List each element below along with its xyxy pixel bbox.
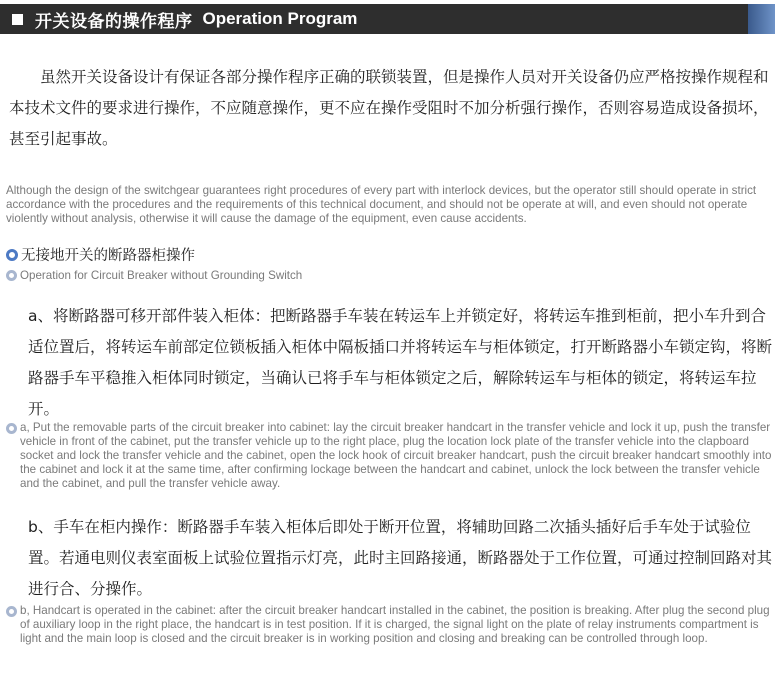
- intro-paragraph-chinese: 虽然开关设备设计有保证各部分操作程序正确的联锁装置，但是操作人员对开关设备仍应严格按操作规程和本技术文件的要求进行操作，不应随意操作，更不应在操作受阻时不加分析强行操作，否则容易造成设备损坏，甚至引起事故。: [9, 68, 769, 148]
- step-b-english-text: b, Handcart is operated in the cabinet: after the circuit breaker handcart installed in the cabinet, the position is breaking. After plug the second plug of auxiliary loop in the right place, the handcart is in test position. If it is charged, the signal light on the plate of relay instruments compartment is light and the main loop is closed and the circuit breaker is in working position and closing and breaking can be controlled through loop.: [20, 604, 770, 645]
- ring-bullet-icon: [6, 249, 18, 261]
- ring-bullet-icon: [6, 270, 17, 281]
- step-a-english: [0, 421, 783, 491]
- intro-paragraph-english: Although the design of the switchgear guarantees right procedures of every part with interlock devices, but the operator still should operate in strict accordance with the procedures and the requirements of this technical document, and should not be operate at will, and even should not operate violently without analysis, otherwise it will cause the damage of the equipment, even cause accidents.: [6, 184, 757, 225]
- section-heading-english: [6, 269, 783, 282]
- section-title-chinese: 无接地开关的断路器柜操作: [21, 248, 195, 264]
- header-title-chinese: 开关设备的操作程序: [35, 11, 193, 32]
- section-heading-chinese: [6, 244, 783, 265]
- header-bar: [0, 4, 748, 34]
- section-title-english: Operation for Circuit Breaker without Grounding Switch: [20, 269, 303, 282]
- ring-bullet-icon: [6, 606, 17, 617]
- ring-bullet-icon: [6, 423, 17, 434]
- step-a-english-text: a, Put the removable parts of the circuit breaker into cabinet: lay the circuit breaker handcart in the transfer vehicle and lock it up, push the transfer vehicle in front of the cabinet, put the transfer vehicle up to the right place, plug the location lock plate of the transfer vehicle into the clapboard socket and lock the transfer vehicle and the cabinet, open the lock hook of circuit breaker handcart, push the circuit breaker handcart smoothly into the cabinet and lock it at the same time, after confirming lockage between the handcart and cabinet, unlock the lock between the transfer vehicle and the cabinet, and pull the transfer vehicle away.: [20, 421, 772, 490]
- header-accent-block: [748, 4, 775, 34]
- step-b-chinese: b、手车在柜内操作：断路器手车装入柜体后即处于断开位置，将辅助回路二次插头插好后手车处于试验位置。若通电则仪表室面板上试验位置指示灯亮，此时主回路接通，断路器处于工作位置，可通过控制回路对其进行合、分操作。: [28, 518, 773, 598]
- step-a-chinese: a、将断路器可移开部件装入柜体：把断路器手车装在转运车上并锁定好，将转运车推到柜前，把小车升到合适位置后，将转运车前部定位锁板插入柜体中隔板插口并将转运车与柜体锁定，打开断路器小车锁定钩，将断路器手车平稳推入柜体同时锁定，当确认已将手车与柜体锁定之后，解除转运车与柜体的锁定，将转运车拉开。: [28, 307, 773, 418]
- square-bullet-icon: [12, 14, 23, 25]
- step-b-english: [0, 604, 783, 646]
- header-title-english: Operation Program: [202, 9, 358, 28]
